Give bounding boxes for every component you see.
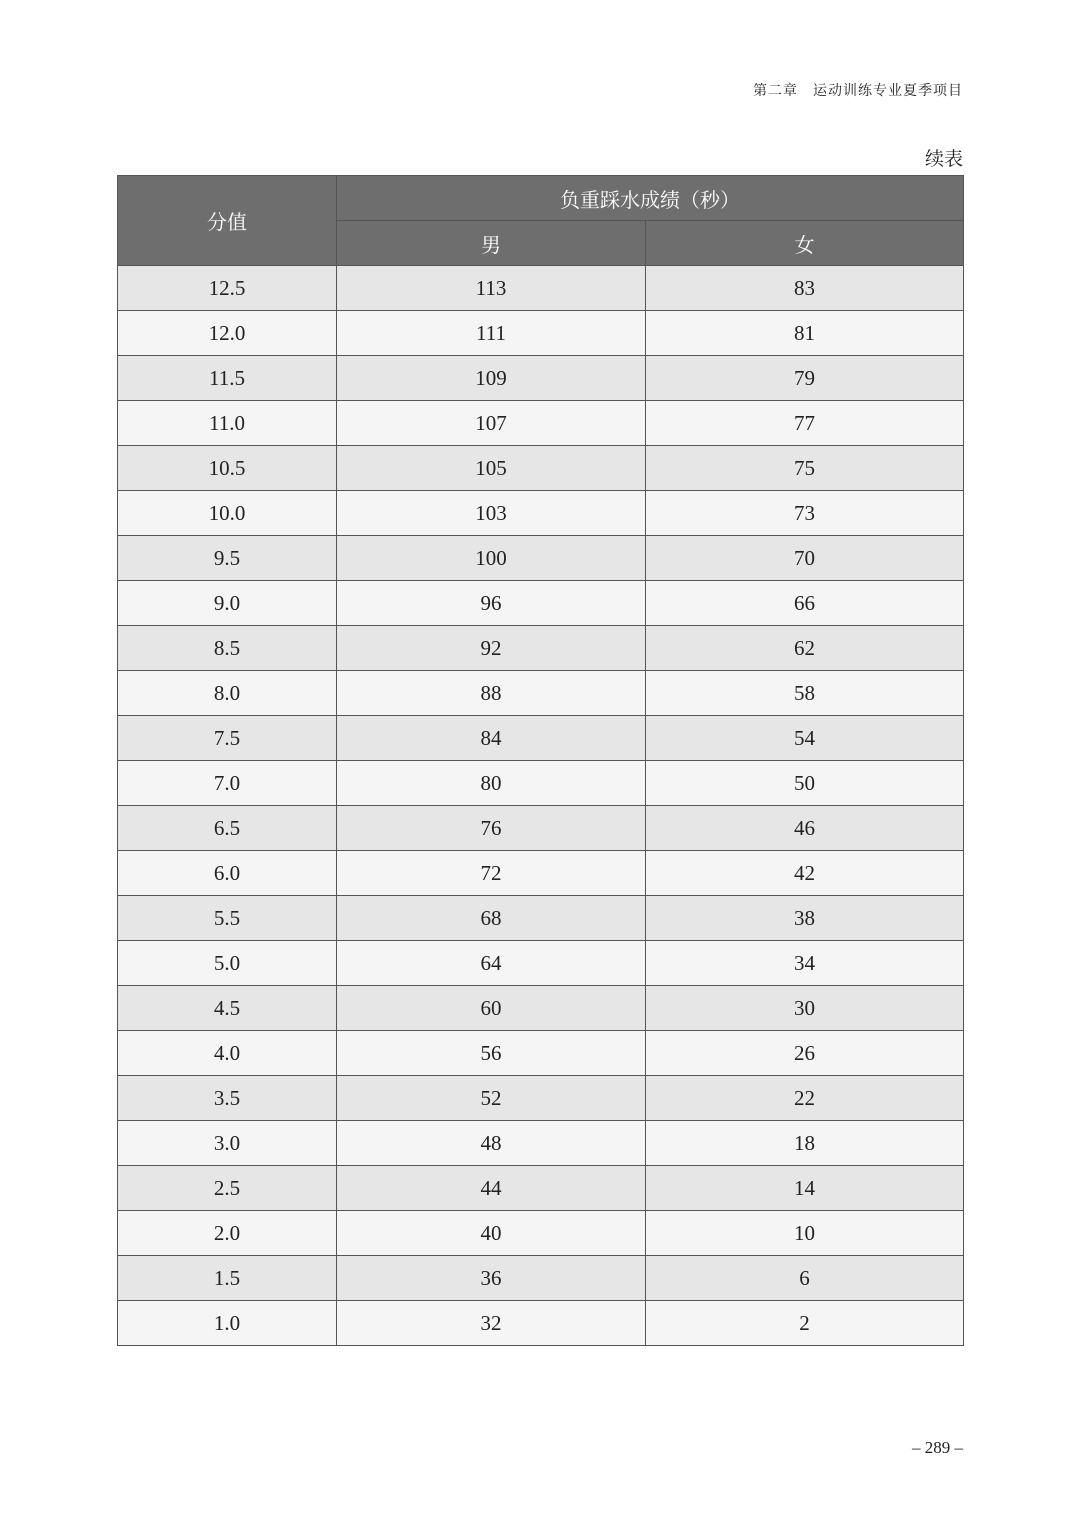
header-female: 女	[646, 221, 964, 266]
cell-male: 109	[337, 356, 646, 401]
cell-score: 4.0	[118, 1031, 337, 1076]
cell-female: 22	[646, 1076, 964, 1121]
cell-female: 30	[646, 986, 964, 1031]
cell-male: 107	[337, 401, 646, 446]
cell-score: 10.0	[118, 491, 337, 536]
cell-score: 2.5	[118, 1166, 337, 1211]
table-header-row	[118, 176, 964, 221]
cell-score: 9.5	[118, 536, 337, 581]
cell-score: 6.5	[118, 806, 337, 851]
cell-male: 84	[337, 716, 646, 761]
cell-score: 6.0	[118, 851, 337, 896]
cell-score: 1.0	[118, 1301, 337, 1346]
table-row	[118, 581, 964, 626]
cell-male: 80	[337, 761, 646, 806]
cell-male: 113	[337, 266, 646, 311]
header-score: 分值	[118, 176, 337, 266]
table-row	[118, 1031, 964, 1076]
table-row	[118, 1121, 964, 1166]
cell-male: 92	[337, 626, 646, 671]
cell-male: 100	[337, 536, 646, 581]
cell-female: 62	[646, 626, 964, 671]
continued-label: 续表	[924, 148, 963, 170]
cell-female: 79	[646, 356, 964, 401]
cell-female: 10	[646, 1211, 964, 1256]
score-table	[117, 175, 964, 1346]
table-row	[118, 671, 964, 716]
cell-female: 38	[646, 896, 964, 941]
cell-male: 68	[337, 896, 646, 941]
cell-male: 76	[337, 806, 646, 851]
cell-female: 66	[646, 581, 964, 626]
cell-female: 81	[646, 311, 964, 356]
table-row	[118, 1211, 964, 1256]
table-row	[118, 986, 964, 1031]
cell-score: 3.0	[118, 1121, 337, 1166]
cell-female: 6	[646, 1256, 964, 1301]
cell-male: 72	[337, 851, 646, 896]
cell-male: 105	[337, 446, 646, 491]
cell-female: 58	[646, 671, 964, 716]
table-body	[118, 266, 964, 1346]
header-group: 负重踩水成绩（秒）	[337, 176, 964, 221]
cell-male: 56	[337, 1031, 646, 1076]
cell-female: 75	[646, 446, 964, 491]
cell-male: 111	[337, 311, 646, 356]
cell-female: 73	[646, 491, 964, 536]
cell-female: 34	[646, 941, 964, 986]
cell-female: 18	[646, 1121, 964, 1166]
table-row	[118, 896, 964, 941]
table-row	[118, 941, 964, 986]
cell-male: 103	[337, 491, 646, 536]
table-row	[118, 491, 964, 536]
cell-score: 1.5	[118, 1256, 337, 1301]
table-row	[118, 401, 964, 446]
cell-score: 3.5	[118, 1076, 337, 1121]
cell-male: 44	[337, 1166, 646, 1211]
cell-female: 70	[646, 536, 964, 581]
cell-score: 5.0	[118, 941, 337, 986]
cell-score: 4.5	[118, 986, 337, 1031]
table-row	[118, 1301, 964, 1346]
cell-female: 46	[646, 806, 964, 851]
cell-male: 48	[337, 1121, 646, 1166]
table-row	[118, 311, 964, 356]
cell-score: 12.5	[118, 266, 337, 311]
cell-score: 11.0	[118, 401, 337, 446]
table-row	[118, 356, 964, 401]
cell-female: 50	[646, 761, 964, 806]
cell-female: 14	[646, 1166, 964, 1211]
table-row	[118, 266, 964, 311]
cell-score: 5.5	[118, 896, 337, 941]
table-row	[118, 761, 964, 806]
cell-score: 7.0	[118, 761, 337, 806]
table-row	[118, 716, 964, 761]
cell-female: 2	[646, 1301, 964, 1346]
cell-male: 36	[337, 1256, 646, 1301]
cell-male: 88	[337, 671, 646, 716]
table-row	[118, 1076, 964, 1121]
cell-score: 12.0	[118, 311, 337, 356]
cell-female: 26	[646, 1031, 964, 1076]
table-row	[118, 851, 964, 896]
header-male: 男	[337, 221, 646, 266]
table-row	[118, 1256, 964, 1301]
cell-female: 42	[646, 851, 964, 896]
cell-male: 32	[337, 1301, 646, 1346]
page-number: – 289 –	[912, 1438, 963, 1457]
cell-score: 11.5	[118, 356, 337, 401]
cell-score: 7.5	[118, 716, 337, 761]
cell-female: 77	[646, 401, 964, 446]
table-row	[118, 1166, 964, 1211]
cell-score: 8.5	[118, 626, 337, 671]
cell-score: 2.0	[118, 1211, 337, 1256]
table-row	[118, 806, 964, 851]
running-head: 第二章 运动训练专业夏季项目	[753, 83, 963, 99]
cell-male: 64	[337, 941, 646, 986]
cell-score: 9.0	[118, 581, 337, 626]
cell-female: 83	[646, 266, 964, 311]
table-row	[118, 536, 964, 581]
cell-male: 60	[337, 986, 646, 1031]
cell-male: 96	[337, 581, 646, 626]
cell-male: 52	[337, 1076, 646, 1121]
cell-score: 8.0	[118, 671, 337, 716]
cell-score: 10.5	[118, 446, 337, 491]
table-row	[118, 626, 964, 671]
table-row	[118, 446, 964, 491]
cell-female: 54	[646, 716, 964, 761]
cell-male: 40	[337, 1211, 646, 1256]
